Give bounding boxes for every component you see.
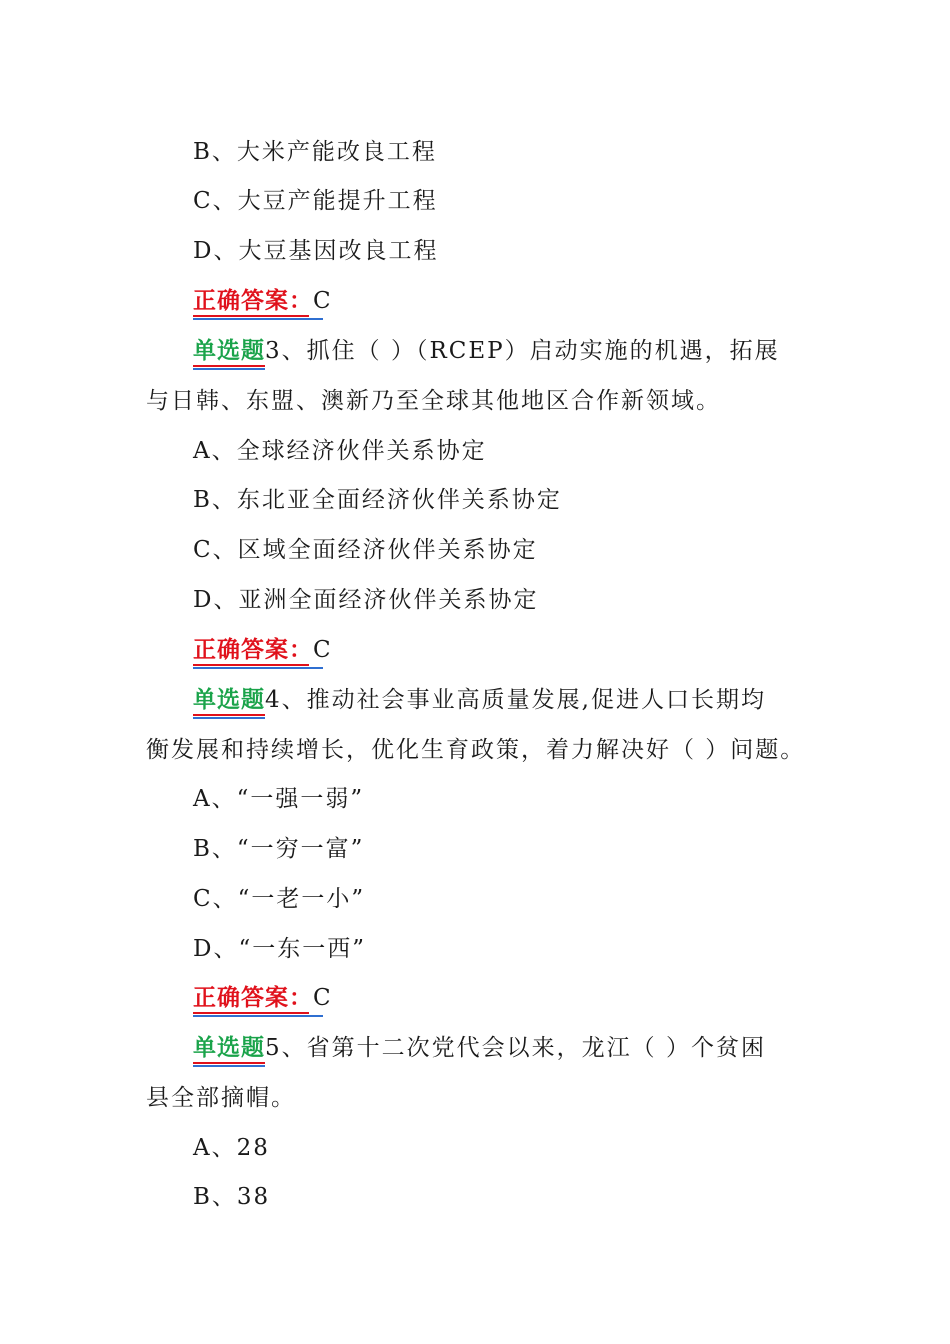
q4-answer-value: C (313, 985, 331, 1011)
q2-option-c: C、大豆产能提升工程 (193, 188, 438, 214)
qtype-underline-blue (193, 717, 265, 719)
q3-stem-line2: 与日韩、东盟、澳新乃至全球其他地区合作新领域。 (146, 388, 721, 414)
q4-option-b: B、“一穷一富” (193, 836, 365, 862)
q2-answer-line (193, 286, 331, 316)
answer-underline-blue (193, 1015, 323, 1017)
q3-answer-label: 正确答案： (193, 637, 313, 663)
qtype-underline-red (193, 714, 265, 716)
qtype-underline-blue (193, 1065, 265, 1067)
q5-type-label: 单选题 (193, 1035, 265, 1061)
q4-stem-line1 (193, 685, 766, 715)
q3-stem-text1: 3、抓住（ ）（RCEP）启动实施的机遇，拓展 (265, 338, 780, 364)
q2-answer-value: C (313, 288, 331, 314)
q2-answer-label-wrap (193, 286, 313, 316)
answer-underline-red (193, 315, 309, 317)
q5-option-b: B、38 (193, 1184, 271, 1210)
q4-type-label: 单选题 (193, 687, 265, 713)
qtype-underline-red (193, 365, 265, 367)
q2-option-b: B、大米产能改良工程 (193, 139, 437, 165)
q4-option-c: C、“一老一小” (193, 886, 366, 912)
q4-answer-label: 正确答案： (193, 985, 313, 1011)
q4-answer-line (193, 983, 331, 1013)
q4-stem-text1: 4、推动社会事业高质量发展,促进人口长期均 (265, 687, 766, 713)
q3-stem-line1 (193, 336, 780, 366)
answer-underline-blue (193, 318, 323, 320)
q3-answer-label-wrap (193, 635, 313, 665)
answer-underline-red (193, 664, 309, 666)
q2-answer-label: 正确答案： (193, 288, 313, 314)
q4-option-a: A、“一强一弱” (193, 786, 365, 812)
q3-option-b: B、东北亚全面经济伙伴关系协定 (193, 487, 562, 513)
q4-stem-line2: 衡发展和持续增长，优化生育政策，着力解决好（ ）问题。 (146, 737, 806, 763)
q5-stem-line2: 县全部摘帽。 (146, 1085, 296, 1111)
q2-option-d: D、大豆基因改良工程 (193, 238, 439, 264)
q4-type-wrap (193, 685, 265, 715)
q5-type-wrap (193, 1033, 265, 1063)
q4-option-d: D、“一东一西” (193, 936, 366, 962)
q4-answer-label-wrap (193, 983, 313, 1013)
q5-stem-line1 (193, 1033, 766, 1063)
answer-underline-blue (193, 667, 323, 669)
q3-answer-line (193, 635, 331, 665)
q3-option-a: A、全球经济伙伴关系协定 (193, 438, 487, 464)
qtype-underline-blue (193, 368, 265, 370)
q3-option-d: D、亚洲全面经济伙伴关系协定 (193, 587, 539, 613)
q3-answer-value: C (313, 637, 331, 663)
q3-type-wrap (193, 336, 265, 366)
q5-stem-text1: 5、省第十二次党代会以来，龙江（ ）个贫困 (265, 1035, 766, 1061)
q3-type-label: 单选题 (193, 338, 265, 364)
q5-option-a: A、28 (193, 1135, 270, 1161)
answer-underline-red (193, 1012, 309, 1014)
qtype-underline-red (193, 1062, 265, 1064)
q3-option-c: C、区域全面经济伙伴关系协定 (193, 537, 538, 563)
